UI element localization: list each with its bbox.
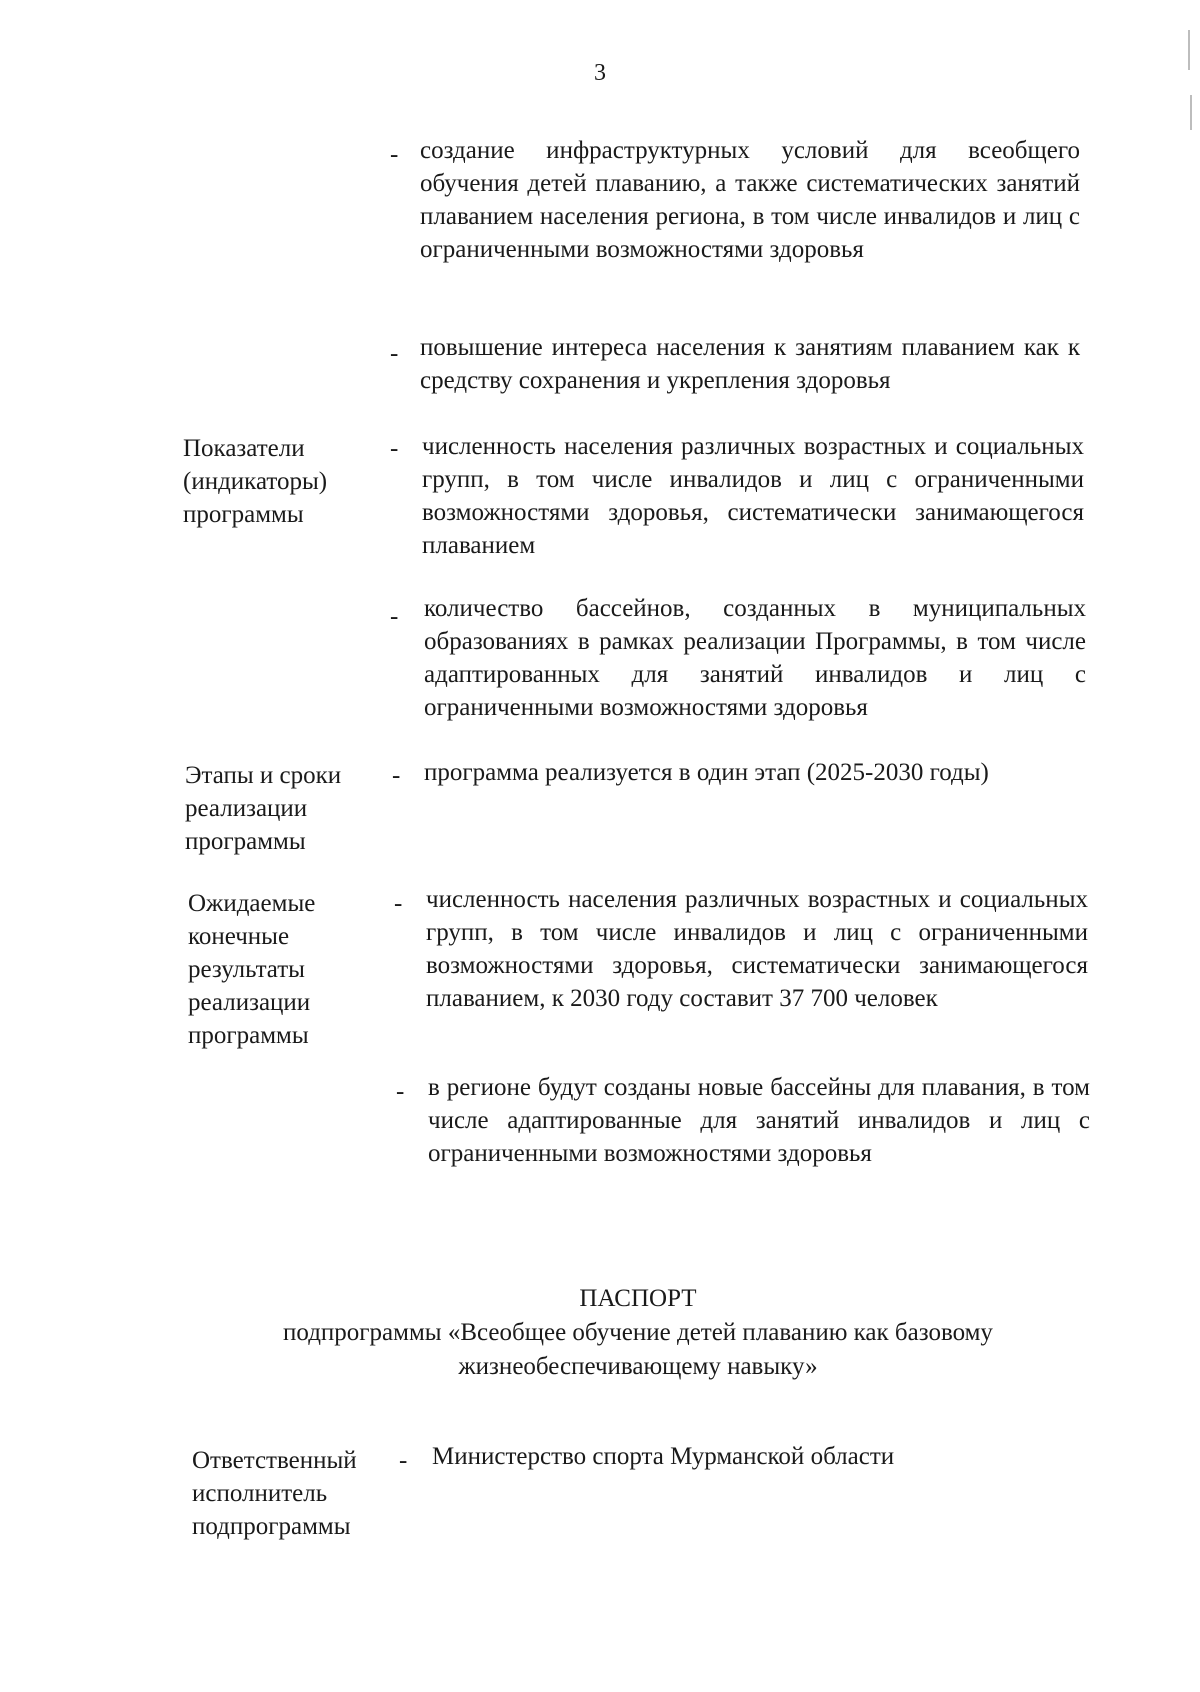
goal-item: создание инфраструктурных условий для всеобщего обучения детей плаванию, а также систематических занятий плаванием населения региона, в том числе инвалидов и лиц с ограниченными возможностями здоровья [420, 137, 1080, 263]
results-item: численность населения различных возрастных и социальных групп, в том числе инвалидов и лиц с ограниченными возможностями здоровья, систематически занимающегося плаванием, к 2030 году составит 37 700 человек [426, 886, 1088, 1012]
list-dash: - [394, 890, 403, 917]
passport-title: ПАСПОРТ [579, 1285, 697, 1312]
list-dash: - [390, 435, 399, 462]
list-dash: - [390, 141, 399, 168]
passport-subtitle-line2: жизнеобеспечивающему навыку» [458, 1353, 818, 1380]
list-dash: - [392, 762, 401, 789]
list-dash: - [396, 1078, 405, 1105]
list-dash: - [390, 340, 399, 367]
stages-label: Этапы и сроки реализации программы [185, 762, 342, 855]
list-dash: - [399, 1447, 408, 1474]
scan-edge-mark [1190, 95, 1192, 130]
results-label: Ожидаемые конечные результаты реализации программы [188, 890, 316, 1049]
indicator-item: количество бассейнов, созданных в муниципальных образованиях в рамках реализации Программы, в том числе адаптированных для занятий инвалидов и лиц с ограниченными возможностями здоровья [424, 595, 1086, 721]
indicator-item: численность населения различных возрастных и социальных групп, в том числе инвалидов и лиц с ограниченными возможностями здоровья, систематически занимающегося плаванием [422, 433, 1084, 559]
executor-label: Ответственный исполнитель подпрограммы [192, 1447, 357, 1540]
stages-item: программа реализуется в один этап (2025-2030 годы) [424, 759, 989, 786]
results-item: в регионе будут созданы новые бассейны для плавания, в том числе адаптированные для занятий инвалидов и лиц с ограниченными возможностями здоровья [428, 1074, 1090, 1167]
goal-item: повышение интереса населения к занятиям плаванием как к средству сохранения и укрепления здоровья [420, 334, 1080, 394]
indicators-label: Показатели (индикаторы) программы [183, 435, 328, 528]
passport-subtitle-line1: подпрограммы «Всеобщее обучение детей плаванию как базовому [283, 1319, 993, 1346]
executor-value: Министерство спорта Мурманской области [432, 1443, 895, 1470]
page-number: 3 [594, 60, 606, 86]
list-dash: - [390, 603, 399, 630]
